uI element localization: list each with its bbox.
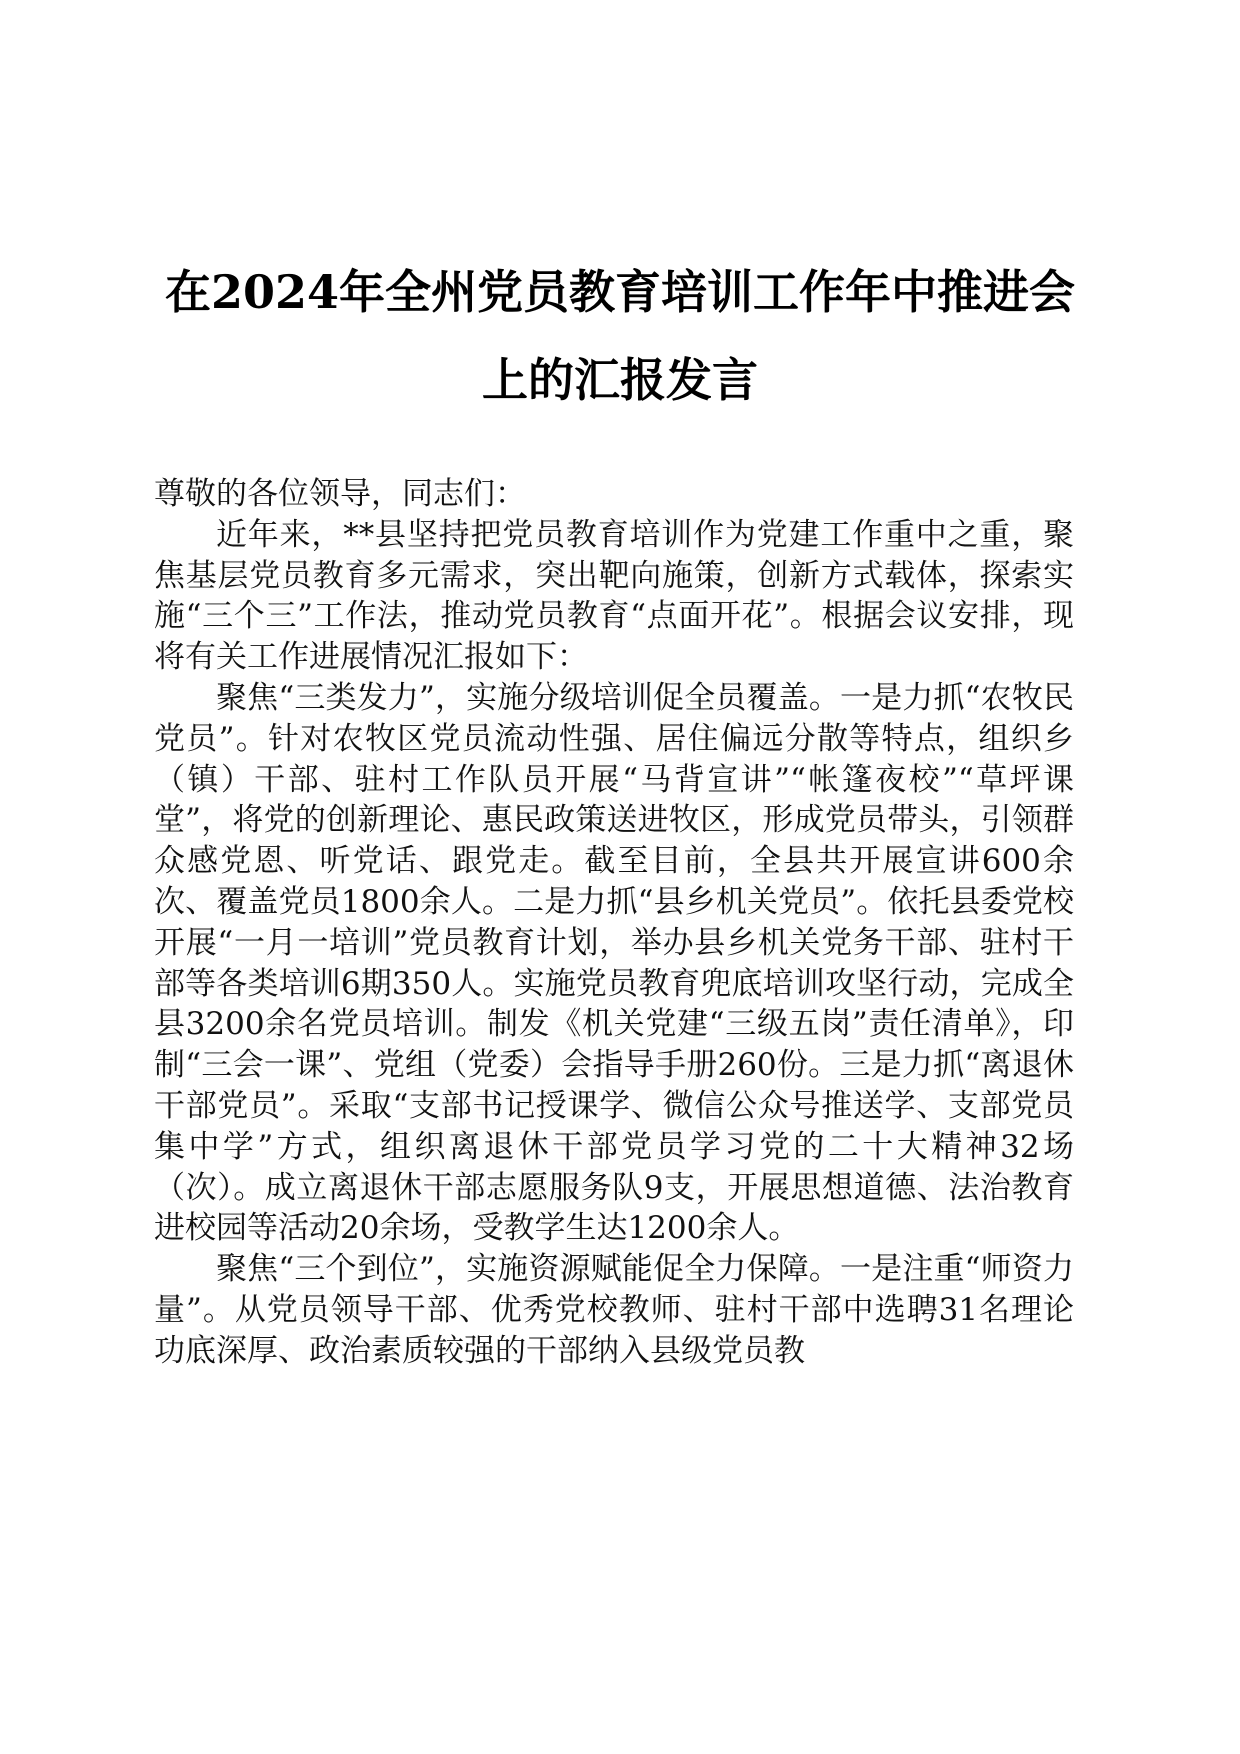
document-body bbox=[154, 474, 1074, 1372]
document-title-line-1: 在2024年全州党员教育培训工作年中推进会 bbox=[164, 265, 1076, 319]
salutation: 尊敬的各位领导，同志们： bbox=[154, 476, 526, 512]
paragraph-section-2: 聚焦“三个到位”，实施资源赋能促全力保障。一是注重“师资力量”。从党员领导干部、优秀党校教师、驻村干部中选聘31名理论功底深厚、政治素质较强的干部纳入县级党员教 bbox=[154, 1251, 1074, 1369]
paragraph-section-1: 聚焦“三类发力”，实施分级培训促全员覆盖。一是力抓“农牧民党员”。针对农牧区党员流动性强、居住偏远分散等特点，组织乡（镇）干部、驻村工作队员开展“马背宣讲”“帐篷夜校”“草坪课堂”，将党的创新理论、惠民政策送进牧区，形成党员带头，引领群众感党恩、听党话、跟党走。截至目前，全县共开展宣讲600余次、覆盖党员1800余人。二是力抓“县乡机关党员”。依托县委党校开展“一月一培训”党员教育计划，举办县乡机关党务干部、驻村干部等各类培训6期350人。实施党员教育兜底培训攻坚行动，完成全县3200余名党员培训。制发《机关党建“三级五岗”责任清单》，印制“三会一课”、党组（党委）会指导手册260份。三是力抓“离退休干部党员”。采取“支部书记授课学、微信公众号推送学、支部党员集中学”方式，组织离退休干部党员学习党的二十大精神32场（次）。成立离退休干部志愿服务队9支，开展思想道德、法治教育进校园等活动20余场，受教学生达1200余人。 bbox=[154, 679, 1074, 1247]
document-title-line-2: 上的汇报发言 bbox=[482, 353, 758, 407]
paragraph-intro: 近年来，**县坚持把党员教育培训作为党建工作重中之重，聚焦基层党员教育多元需求，突出靶向施策，创新方式载体，探索实施“三个三”工作法，推动党员教育“点面开花”。根据会议安排，现将有关工作进展情况汇报如下： bbox=[154, 516, 1074, 676]
